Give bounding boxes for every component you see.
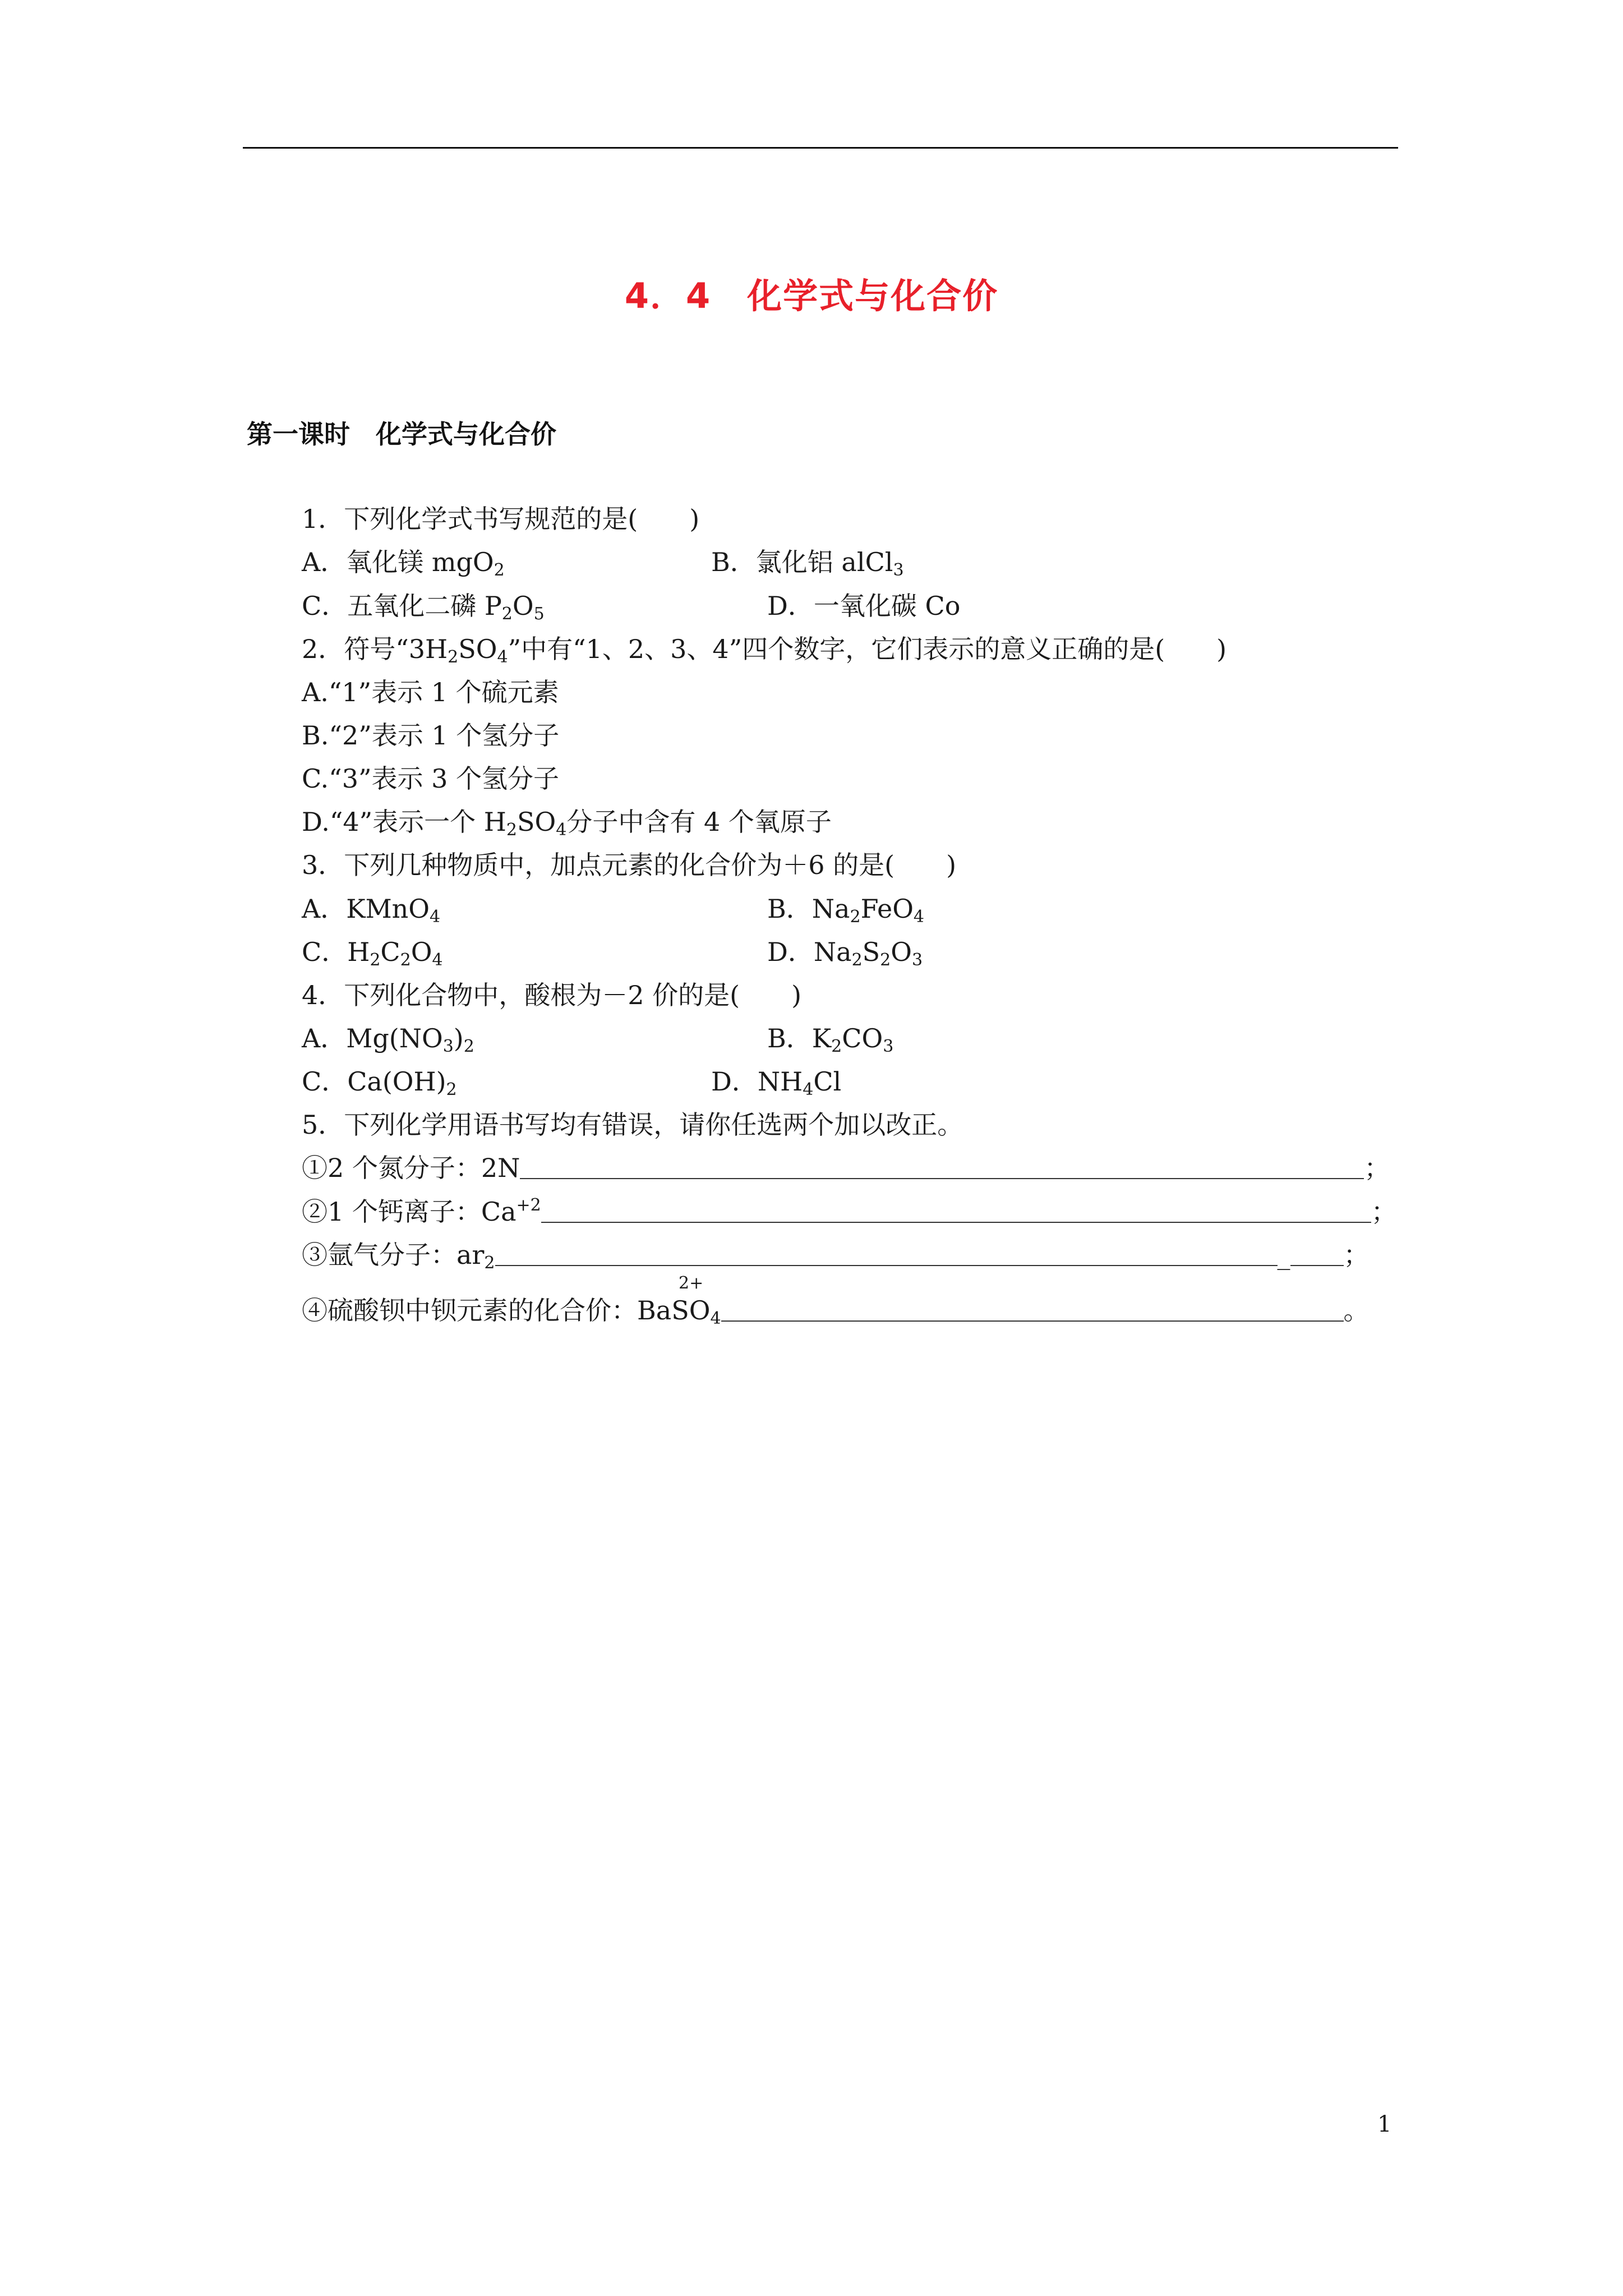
q5-stem: 5．下列化学用语书写均有错误，请你任选两个加以改正。 (302, 1110, 963, 1140)
section-heading: 第一课时 化学式与化合价 (247, 419, 556, 449)
answer-blank-4[interactable] (721, 1296, 1344, 1322)
q1-stem: 1．下列化学式书写规范的是( ) (302, 504, 700, 534)
q2-option-d: D.“4”表示一个 $H_2SO_4$分子中含有 4 个氧原子 (302, 807, 832, 840)
q3-stem: 3．下列几种物质中，加点元素的化合价为＋6 的是( ) (302, 850, 957, 880)
q2-option-c: C.“3”表示 3 个氢分子 (302, 763, 559, 794)
answer-blank-2[interactable] (541, 1197, 1371, 1223)
q5-item-1: ①2 个氮分子：2N ； (302, 1153, 1390, 1183)
q3-option-a: A．KMnO$_4$ (302, 894, 441, 927)
q1-option-d: D．一氧化碳 Co (767, 591, 961, 621)
q1-option-c: C．五氧化二磷 $P_2O_5$ (302, 591, 545, 624)
q5-item-4: ④硫酸钡中钡元素的化合价：BaSO$_4$ 。 (302, 1295, 1370, 1328)
q4-stem: 4．下列化合物中，酸根为－2 价的是( ) (302, 980, 802, 1010)
q1-option-a: A．氧化镁 mgO$_2$ (302, 547, 505, 580)
q1-option-b: B．氯化铝 alCl$_3$ (711, 547, 904, 580)
page-title: 4．4 化学式与化合价 (624, 275, 999, 316)
q3-option-d: D．$Na_2S_2O_3$ (767, 937, 923, 970)
answer-blank-3b[interactable] (1290, 1240, 1344, 1266)
answer-blank-3[interactable] (495, 1240, 1278, 1266)
q4-option-a: A．$Mg(NO_3)_2$ (302, 1023, 474, 1056)
q2-option-b: B.“2”表示 1 个氢分子 (302, 720, 560, 751)
q2-stem: 2．符号“$3H_2SO_4$”中有“1、2、3、4”四个数字，它们表示的意义正确的是( ) (302, 634, 1227, 667)
q5-item-2: ②1 个钙离子：$Ca^{+2}$ ； (302, 1195, 1397, 1227)
valence-mark: 2+ (679, 1273, 704, 1293)
q3-option-c: C．$H_2C_2O_4$ (302, 937, 443, 970)
header-rule (243, 147, 1398, 149)
q4-option-c: C．$Ca(OH)_2$ (302, 1066, 457, 1099)
q2-option-a: A.“1”表示 1 个硫元素 (302, 677, 559, 707)
page-number: 1 (1377, 2111, 1392, 2137)
q4-option-b: B．$K_2CO_3$ (767, 1023, 894, 1056)
answer-blank-1[interactable] (520, 1153, 1364, 1179)
q3-option-b: B．$Na_2FeO_4$ (767, 894, 925, 927)
q5-item-3: ③氩气分子：$ar_2$ _ ； (302, 1240, 1370, 1273)
q4-option-d: D．$NH_4Cl$ (711, 1066, 842, 1099)
